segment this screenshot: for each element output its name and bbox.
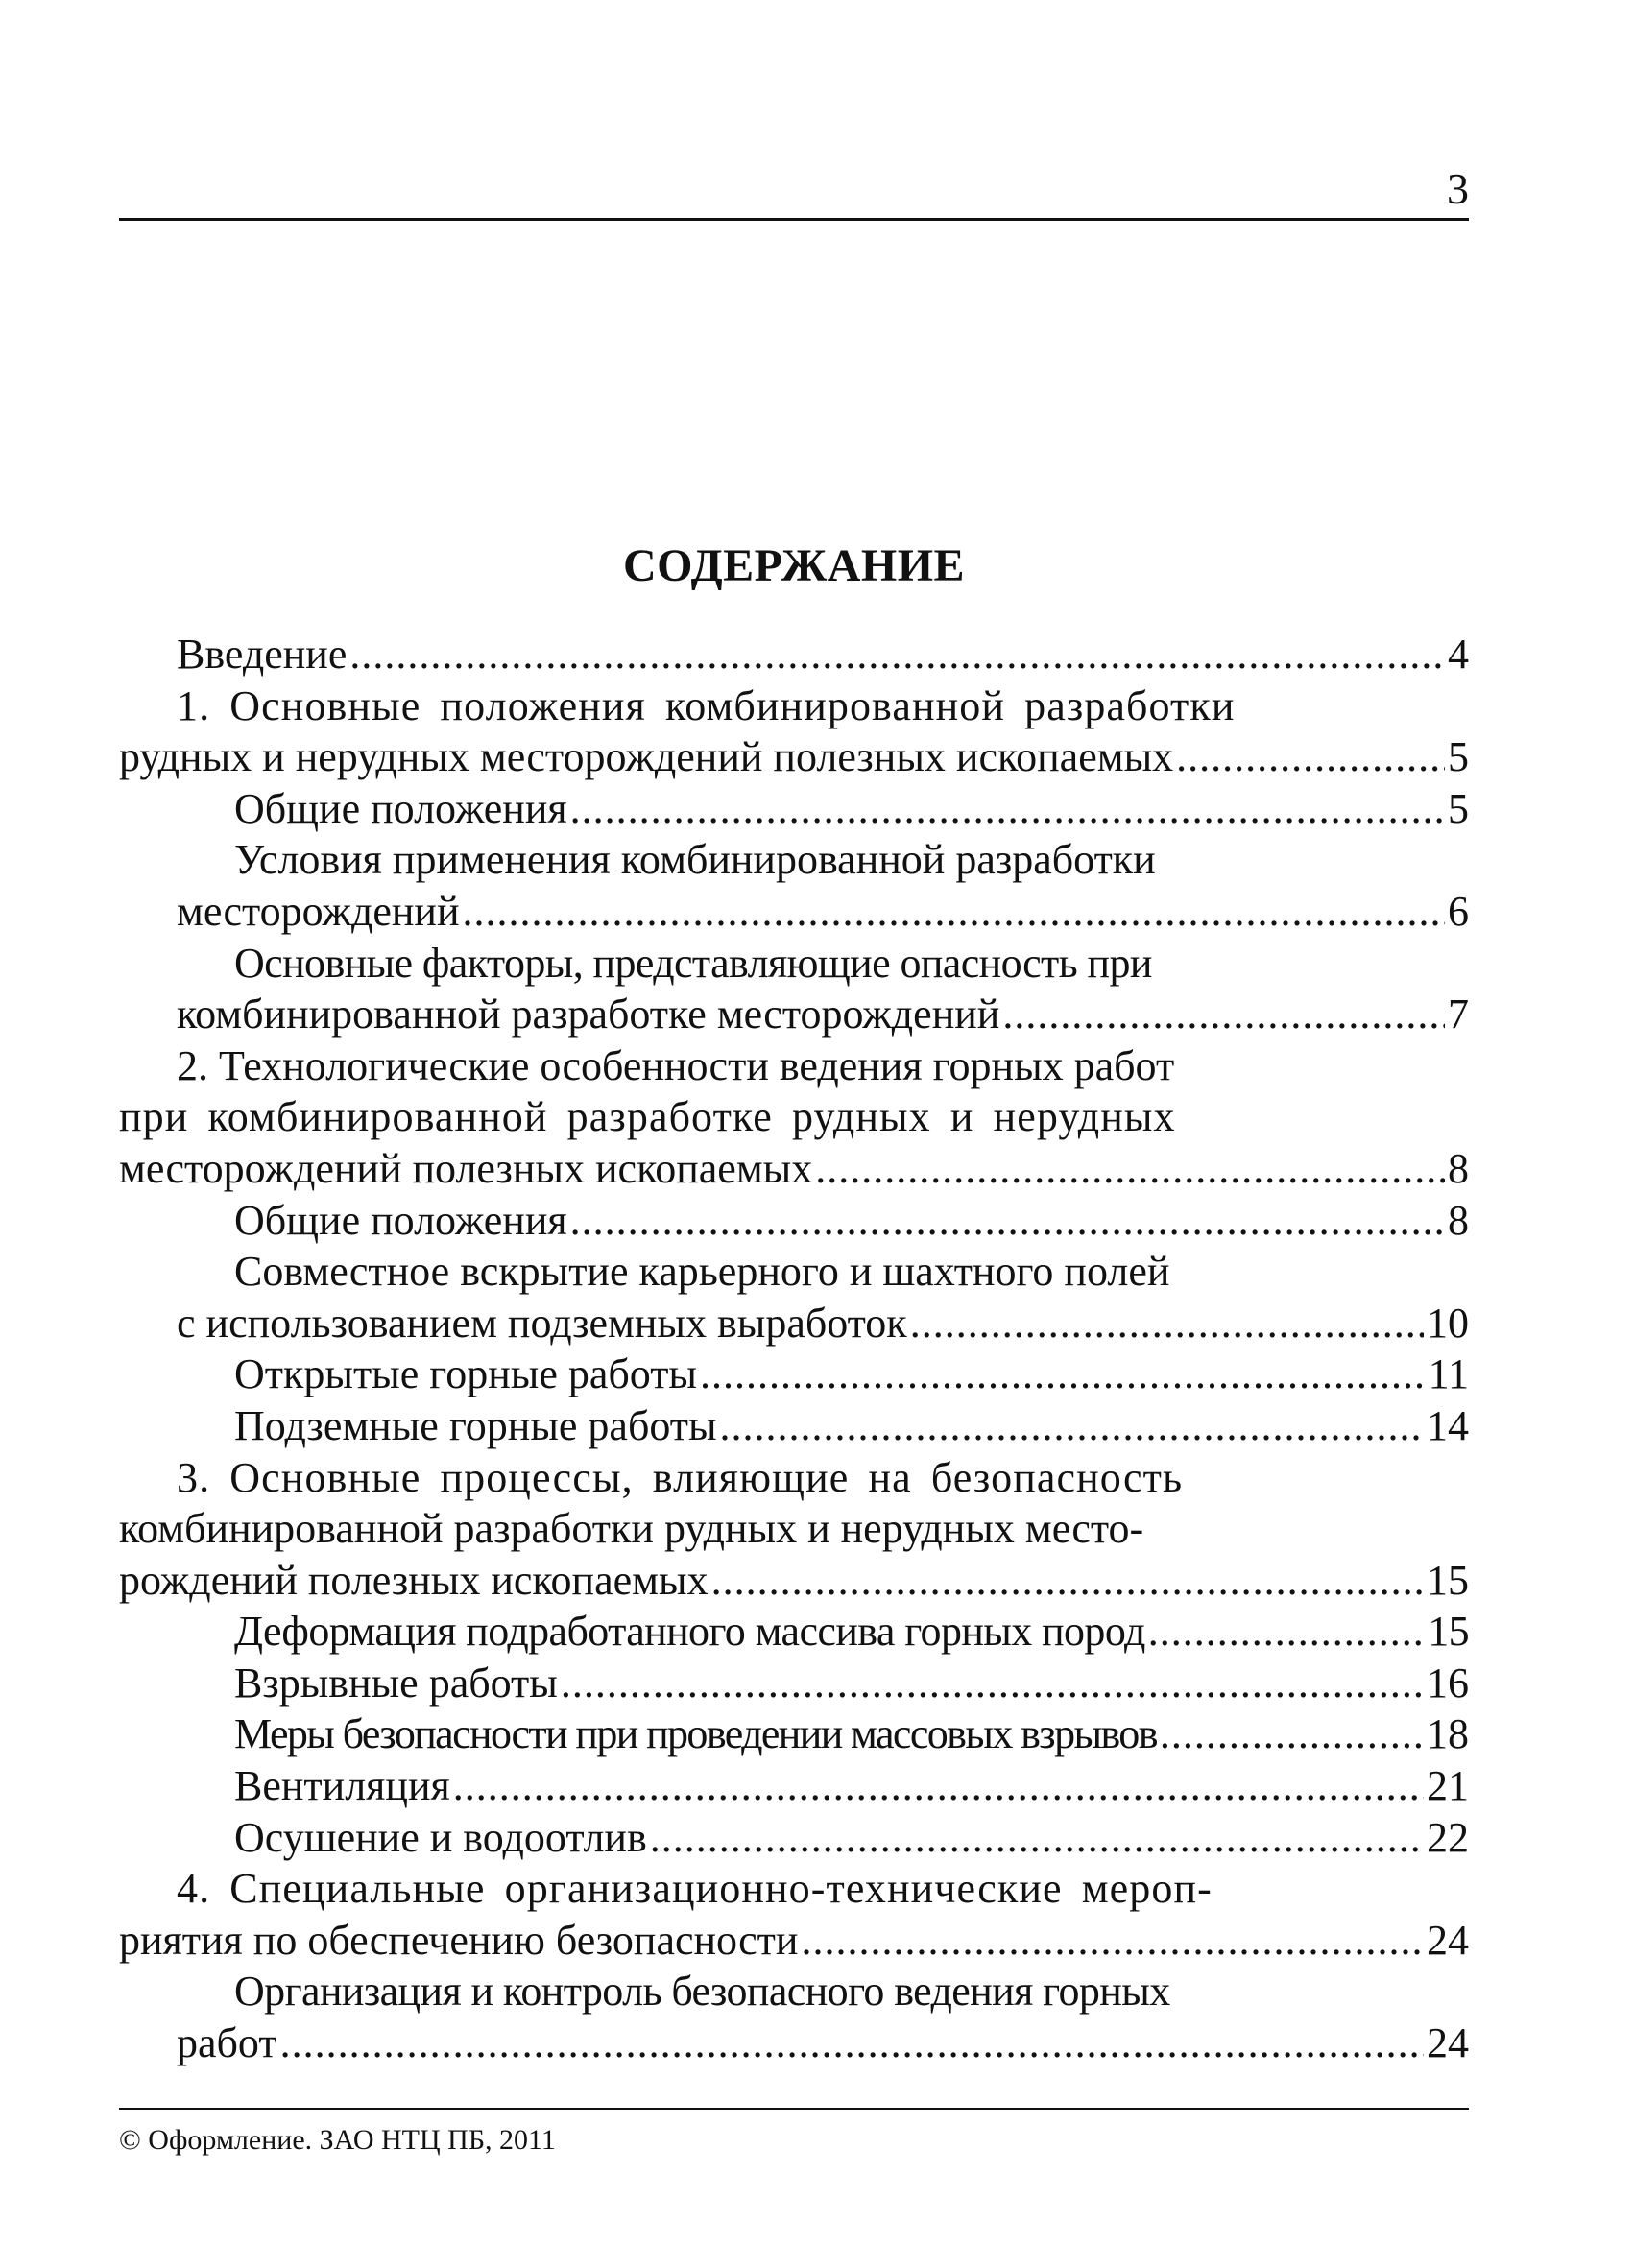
toc-entry[interactable] <box>119 1863 1315 1915</box>
toc-entry-text: Общие положения <box>234 784 567 832</box>
toc-entry-page: 24 <box>1427 2019 1469 2067</box>
toc-entry-text: Вентиляция <box>234 1762 450 1810</box>
toc-entry-text: Общие положения <box>234 1196 567 1244</box>
toc-entry-page: 15 <box>1428 1608 1469 1656</box>
toc-entry-page: 15 <box>1427 1556 1469 1604</box>
toc-entry[interactable] <box>119 783 1469 835</box>
dot-leader <box>1002 989 1445 1040</box>
toc-entry-text: Организация и контроль безопасного ведения горных <box>234 1968 1170 2016</box>
toc-entry-text: работ <box>177 2019 277 2067</box>
toc-entry-text: комбинированной разработке месторождений <box>177 991 1000 1039</box>
toc-entry[interactable] <box>119 629 1469 680</box>
toc-entry[interactable] <box>119 1760 1469 1812</box>
toc-entry-text: месторождений полезных ископаемых <box>119 1144 813 1192</box>
toc-entry-text: Условия применения комбинированной разработки <box>234 836 1156 884</box>
toc-entry-page: 14 <box>1427 1401 1469 1449</box>
toc-entry-text: при комбинированной разработке рудных и нерудных <box>119 1093 1176 1141</box>
toc-entry-page: 21 <box>1427 1762 1469 1810</box>
toc-entry[interactable] <box>119 886 1469 938</box>
toc-entry-page: 16 <box>1427 1659 1469 1707</box>
dot-leader <box>711 1555 1424 1607</box>
toc-entry[interactable] <box>119 1091 1258 1143</box>
dot-leader <box>453 1760 1424 1812</box>
dot-leader <box>1148 1606 1425 1658</box>
toc-entry-text: с использованием подземных выработок <box>177 1299 907 1347</box>
toc-entry[interactable] <box>119 1246 1373 1298</box>
toc-entry[interactable] <box>119 731 1469 783</box>
toc-entry[interactable] <box>119 1349 1469 1400</box>
toc-entry[interactable] <box>119 1298 1469 1349</box>
dot-leader <box>1176 731 1445 783</box>
toc-entry-text: месторождений <box>177 887 460 935</box>
dot-leader <box>650 1812 1424 1864</box>
toc-entry-page: 4 <box>1448 631 1469 678</box>
table-of-contents <box>119 629 1469 2069</box>
toc-entry-page: 10 <box>1427 1299 1469 1347</box>
toc-entry-text: риятия по обеспечению безопасности <box>119 1916 799 1964</box>
dot-leader <box>280 2017 1424 2069</box>
toc-entry-text: Осушение и водоотлив <box>234 1813 647 1861</box>
toc-entry-text: рождений полезных ископаемых <box>119 1556 709 1604</box>
toc-entry-page: 8 <box>1448 1144 1469 1192</box>
dot-leader <box>463 886 1445 938</box>
toc-entry-text: рудных и нерудных месторождений полезных ископаемых <box>119 733 1174 781</box>
toc-entry[interactable] <box>119 1400 1469 1452</box>
copyright-notice: © Оформление. ЗАО НТЦ ПБ, 2011 <box>119 2124 556 2156</box>
toc-entry-text: Деформация подработанного массива горных пород <box>234 1608 1145 1656</box>
dot-leader <box>570 783 1445 835</box>
toc-entry-text: Совместное вскрытие карьерного и шахтного полей <box>234 1248 1170 1296</box>
toc-entry-page: 22 <box>1427 1813 1469 1861</box>
dot-leader <box>720 1400 1424 1452</box>
toc-entry-page: 11 <box>1428 1350 1469 1398</box>
toc-entry[interactable] <box>119 1040 1315 1092</box>
header-rule <box>119 218 1469 221</box>
toc-entry[interactable] <box>119 1452 1315 1504</box>
dot-leader <box>1160 1708 1424 1760</box>
toc-title: СОДЕРЖАНИЕ <box>622 540 966 591</box>
dot-leader <box>570 1195 1445 1247</box>
toc-entry-page: 6 <box>1448 887 1469 935</box>
toc-entry[interactable] <box>119 1658 1469 1709</box>
toc-entry-text: 2. Технологические особенности ведения горных работ <box>177 1041 1175 1089</box>
page-number: 3 <box>1447 164 1469 213</box>
dot-leader <box>910 1298 1424 1349</box>
toc-entry[interactable] <box>119 1606 1469 1658</box>
toc-entry-page: 18 <box>1427 1710 1469 1758</box>
toc-entry[interactable] <box>119 680 1315 732</box>
toc-entry-text: Основные факторы, представляющие опасность при <box>234 939 1152 987</box>
toc-entry[interactable] <box>119 1966 1373 2017</box>
toc-entry-text: комбинированной разработки рудных и нерудных место- <box>119 1505 1144 1553</box>
dot-leader <box>801 1915 1424 1967</box>
toc-entry-text: 1. Основные положения комбинированной разработки <box>177 681 1236 729</box>
dot-leader <box>700 1349 1426 1400</box>
toc-entry-text: Введение <box>177 631 348 678</box>
toc-entry[interactable] <box>119 1708 1469 1760</box>
toc-entry-page: 24 <box>1427 1916 1469 1964</box>
toc-entry-page: 5 <box>1448 784 1469 832</box>
dot-leader <box>815 1143 1445 1195</box>
toc-entry-text: 4. Специальные организационно-технические мероп- <box>177 1865 1213 1913</box>
toc-entry-text: 3. Основные процессы, влияющие на безопасность <box>177 1453 1184 1501</box>
toc-entry[interactable] <box>119 1915 1469 1967</box>
toc-entry-text: Взрывные работы <box>234 1659 558 1707</box>
toc-entry-text: Меры безопасности при проведении массовых взрывов <box>234 1710 1157 1758</box>
toc-entry[interactable] <box>119 1812 1469 1864</box>
toc-entry-text: Открытые горные работы <box>234 1350 697 1398</box>
dot-leader <box>349 629 1445 680</box>
dot-leader <box>561 1658 1424 1709</box>
toc-entry[interactable] <box>119 1143 1469 1195</box>
toc-entry[interactable] <box>119 1503 1258 1555</box>
toc-entry[interactable] <box>119 834 1373 886</box>
toc-entry-page: 8 <box>1448 1196 1469 1244</box>
toc-entry[interactable] <box>119 989 1469 1040</box>
toc-entry[interactable] <box>119 2017 1469 2069</box>
toc-entry-page: 5 <box>1448 733 1469 781</box>
toc-entry[interactable] <box>119 938 1373 990</box>
toc-entry[interactable] <box>119 1555 1469 1607</box>
toc-entry[interactable] <box>119 1195 1469 1247</box>
toc-entry-page: 7 <box>1448 991 1469 1039</box>
toc-entry-text: Подземные горные работы <box>234 1401 717 1449</box>
footer-rule <box>119 2108 1469 2110</box>
